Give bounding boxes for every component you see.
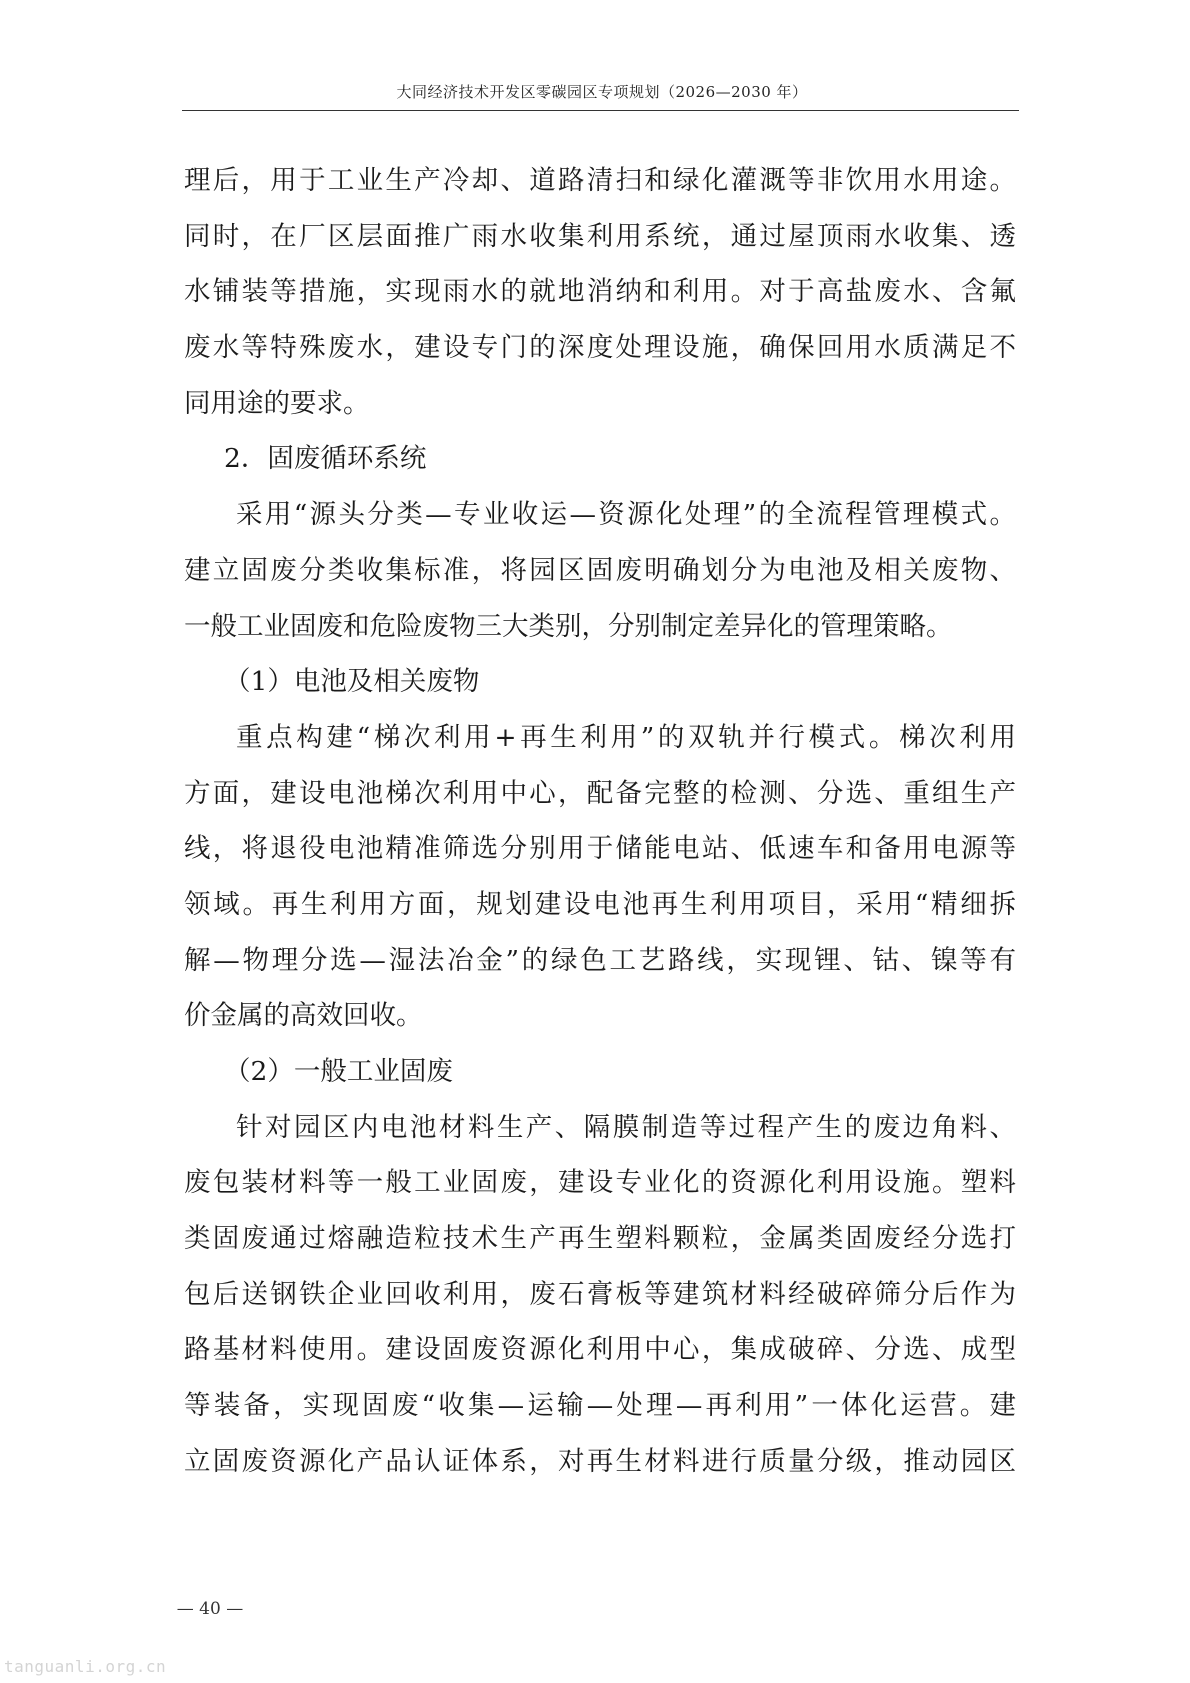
body-line: 价金属的高效回收。 <box>184 1000 423 1032</box>
body-line: 同用途的要求。 <box>184 387 370 419</box>
body-line: 理后，用于工业生产冷却、道路清扫和绿化灌溉等非饮用水用途。 <box>184 165 1016 196</box>
body-line: 类固废通过熔融造粒技术生产再生塑料颗粒，金属类固废经分选打 <box>184 1223 1016 1255</box>
body-line: 废水等特殊废水，建设专门的深度处理设施，确保回用水质满足不 <box>184 332 1016 364</box>
body-line: 同时，在厂区层面推广雨水收集利用系统，通过屋顶雨水收集、透 <box>184 220 1016 252</box>
body-line: 水铺装等措施，实现雨水的就地消纳和利用。对于高盐废水、含氟 <box>184 276 1016 308</box>
body-line: 领域。再生利用方面，规划建设电池再生利用项目，采用“精细拆 <box>184 888 1016 920</box>
body-line: 等装备，实现固废“收集—运输—处理—再利用”一体化运营。建 <box>184 1390 1016 1422</box>
body-line: 建立固废分类收集标准，将园区固废明确划分为电池及相关废物、 <box>184 554 1016 586</box>
body-text <box>184 153 1016 1490</box>
section-heading-solid-waste: 2．固废循环系统 <box>224 443 427 475</box>
body-line: 包后送钢铁企业回收利用，废石膏板等建筑材料经破碎筛分后作为 <box>184 1278 1016 1310</box>
running-header: 大同经济技术开发区零碳园区专项规划（2026—2030 年） <box>396 83 808 101</box>
body-line: 重点构建“梯次利用+再生利用”的双轨并行模式。梯次利用 <box>236 721 1016 753</box>
header-divider <box>182 110 1019 111</box>
body-line: 采用“源头分类—专业收运—资源化处理”的全流程管理模式。 <box>236 499 1016 531</box>
body-line: 路基材料使用。建设固废资源化利用中心，集成破碎、分选、成型 <box>184 1334 1016 1366</box>
page-number: — 40 — <box>176 1599 244 1619</box>
subsection-heading-battery: （1）电池及相关废物 <box>224 666 480 698</box>
body-line: 线，将退役电池精准筛选分别用于储能电站、低速车和备用电源等 <box>184 833 1016 865</box>
body-line: 立固废资源化产品认证体系，对再生材料进行质量分级，推动园区 <box>184 1445 1016 1477</box>
body-line: 废包装材料等一般工业固废，建设专业化的资源化利用设施。塑料 <box>184 1167 1016 1199</box>
body-line: 解—物理分选—湿法冶金”的绿色工艺路线，实现锂、钴、镍等有 <box>184 944 1016 976</box>
body-line: 针对园区内电池材料生产、隔膜制造等过程产生的废边角料、 <box>236 1111 1016 1143</box>
body-line: 方面，建设电池梯次利用中心，配备完整的检测、分选、重组生产 <box>184 777 1016 809</box>
body-line: 一般工业固废和危险废物三大类别，分别制定差异化的管理策略。 <box>184 610 953 642</box>
subsection-heading-industrial-waste: （2）一般工业固废 <box>224 1056 453 1087</box>
site-watermark: tanguanli.org.cn <box>4 1657 167 1676</box>
